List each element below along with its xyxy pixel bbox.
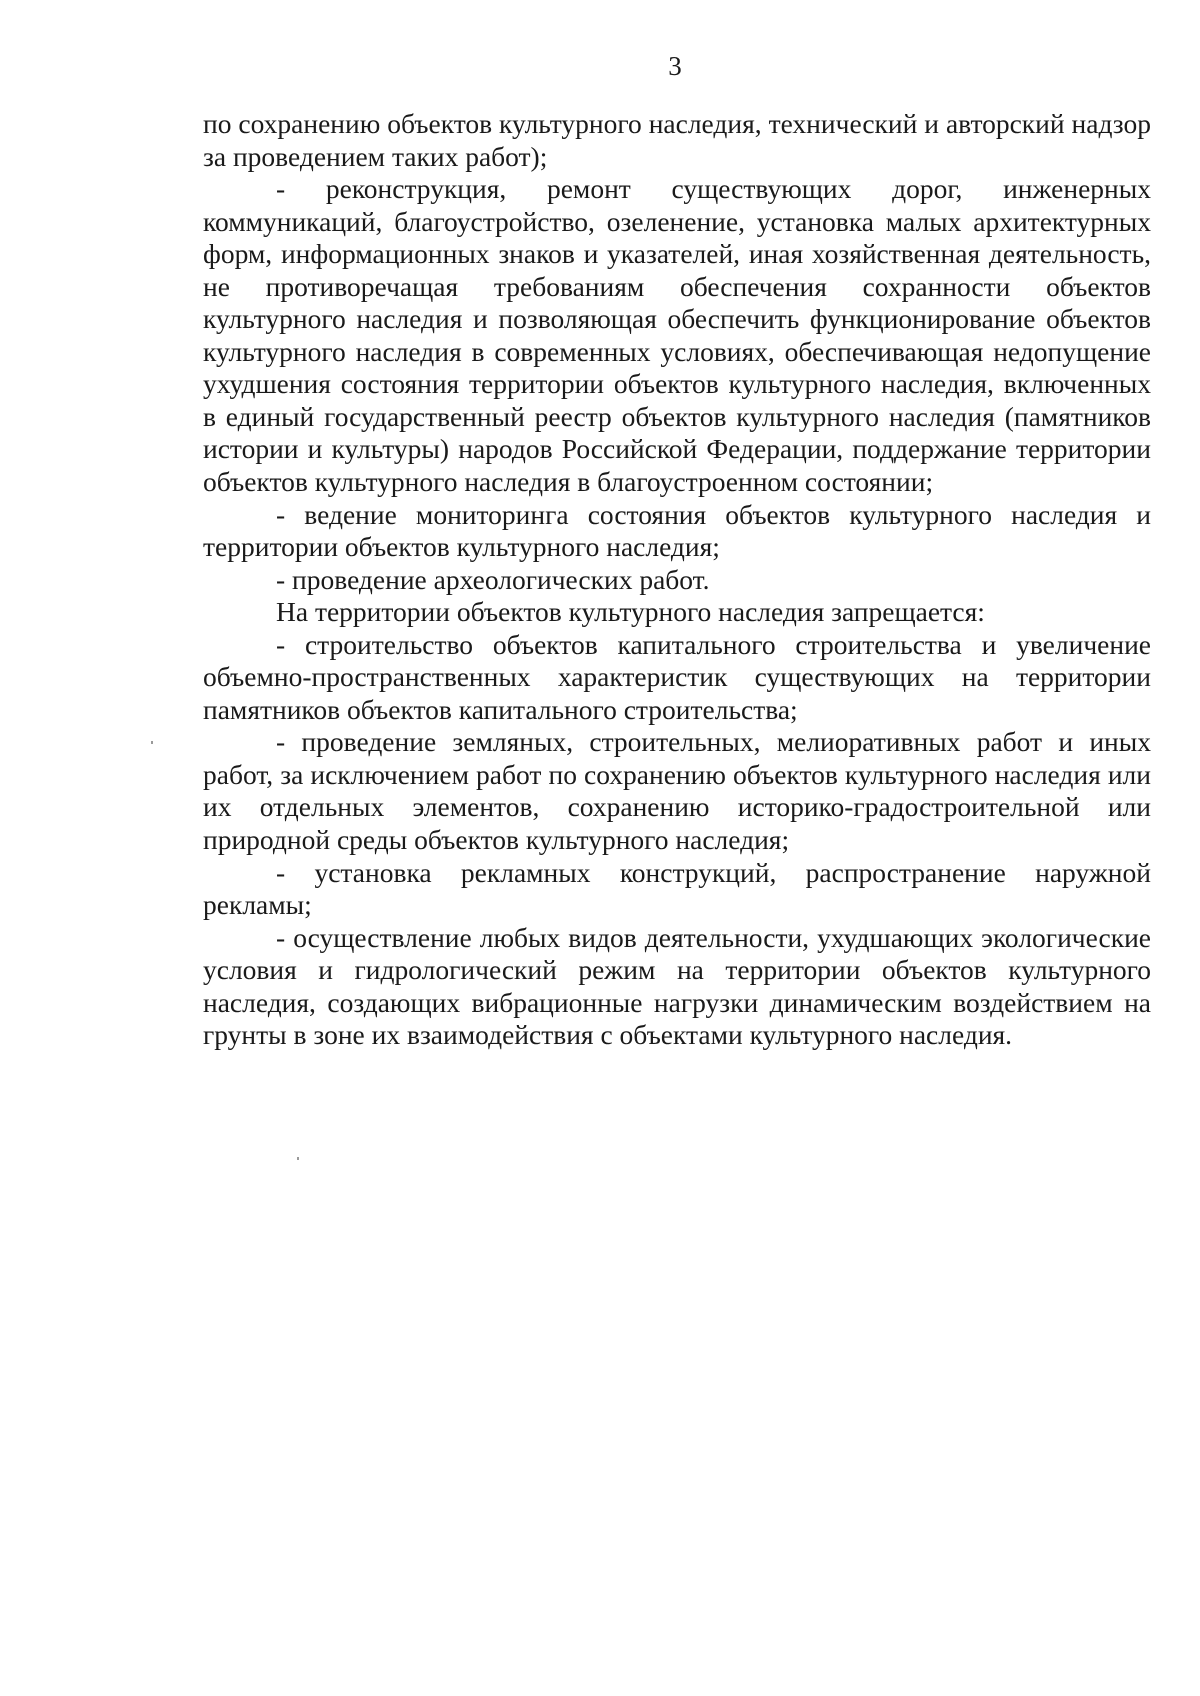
list-item-reconstruction: - реконструкция, ремонт существующих дорог, инженерных коммуникаций, благоустройство, озеленение, установка малых архитектурных форм, информационных знаков и указателей, иная хозяйственная деятельность, не противоречащая требованиям обеспечения сохранности объектов культурного наследия и позволяющая обеспечить функционирование объектов культурного наследия в современных условиях, обеспечивающая недопущение ухудшения состояния территории объектов культурного наследия, включенных в единый государственный реестр объектов культурного наследия (памятников истории и культуры) народов Российской Федерации, поддержание территории объектов культурного наследия в благоустроенном состоянии; [203, 173, 1151, 498]
list-item-earthworks: - проведение земляных, строительных, мелиоративных работ и иных работ, за исключением работ по сохранению объектов культурного наследия или их отдельных элементов, сохранению историко-градостроительной или природной среды объектов культурного наследия; [203, 726, 1151, 856]
prohibitions-heading: На территории объектов культурного наследия запрещается: [276, 596, 985, 628]
list-item-advertising: - установка рекламных конструкций, распространение наружной рекламы; [203, 856, 1151, 921]
list-item-monitoring: - ведение мониторинга состояния объектов культурного наследия и территории объектов культурного наследия; [203, 498, 1151, 563]
scan-speck [151, 741, 153, 744]
scan-speck [297, 1157, 299, 1160]
list-item-archaeology: - проведение археологических работ. [276, 563, 710, 595]
page-number: 3 [668, 51, 682, 81]
paragraph-continuation: по сохранению объектов культурного наследия, технический и авторский надзор за проведением таких работ); [203, 108, 1151, 172]
list-item-harmful-activity: - осуществление любых видов деятельности, ухудшающих экологические условия и гидрологический режим на территории объектов культурного наследия, создающих вибрационные нагрузки динамическим воздействием на грунты в зоне их взаимодействия с объектами культурного наследия. [203, 921, 1151, 1051]
document-body [203, 108, 1151, 1052]
list-item-construction: - строительство объектов капитального строительства и увеличение объемно-пространственных характеристик существующих на территории памятников объектов капитального строительства; [203, 628, 1151, 725]
